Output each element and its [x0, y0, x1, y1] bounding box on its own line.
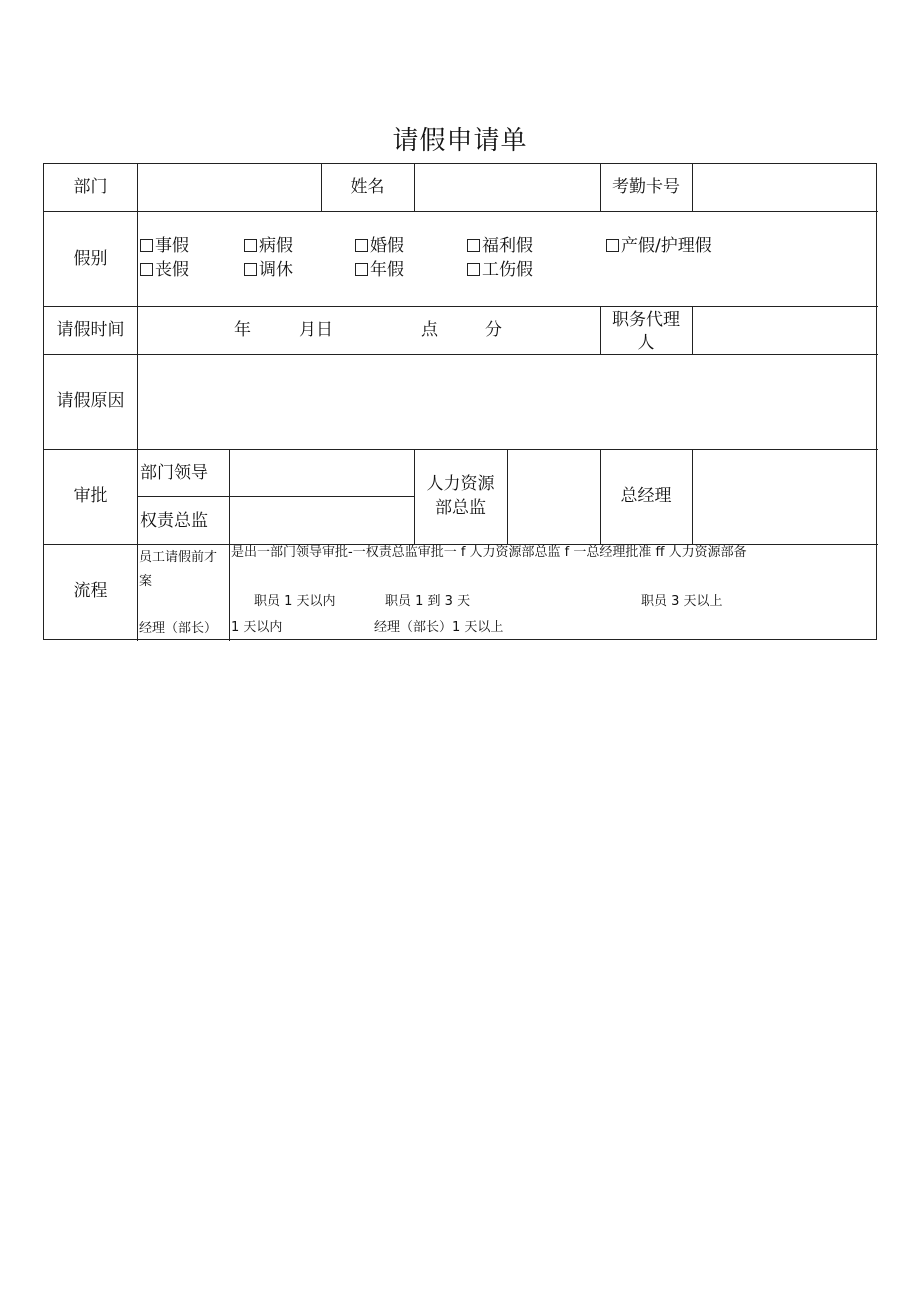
dept-leader-sign-field[interactable]: [230, 449, 414, 496]
checkbox-icon[interactable]: [140, 263, 153, 276]
leave-type-label-text: 调休: [259, 260, 293, 280]
checkbox-icon[interactable]: [244, 239, 257, 252]
checkbox-icon[interactable]: [467, 263, 480, 276]
department-label: 部门: [73, 177, 108, 197]
leave-type-option[interactable]: [244, 259, 293, 281]
process-rule-5: 经理（部长）1 天以上: [374, 620, 504, 635]
process-label: 流程: [73, 581, 108, 601]
process-rule-4: 1 天以内: [231, 620, 283, 635]
leave-type-label-text: 福利假: [482, 236, 533, 256]
row-divider-1: [44, 211, 878, 212]
general-manager-label: 总经理: [620, 486, 672, 506]
leave-type-label-text: 病假: [259, 236, 293, 256]
name-field[interactable]: [415, 164, 600, 211]
process-rule-2: 职员 1 到 3 天: [385, 594, 471, 609]
leave-type-option[interactable]: [467, 235, 533, 257]
hour-unit: 点: [421, 320, 438, 340]
year-unit: 年: [234, 320, 251, 340]
leave-type-label-text: 年假: [370, 260, 404, 280]
proxy-label-line2: 人: [637, 333, 655, 353]
leave-type-option[interactable]: [140, 235, 189, 257]
process-left-line2: 案: [139, 574, 153, 589]
leave-type-label-text: 工伤假: [482, 260, 533, 280]
process-divider: [229, 544, 230, 641]
minute-unit: 分: [485, 320, 502, 340]
leave-type-label-text: 婚假: [370, 236, 404, 256]
page-title: 请假申请单: [392, 126, 528, 156]
hr-director-sign-field[interactable]: [508, 449, 600, 544]
leave-reason-field[interactable]: [138, 354, 878, 449]
leave-type-label-text: 丧假: [155, 260, 189, 280]
leave-type-label: 假别: [73, 249, 108, 269]
process-left-line3: 经理（部长）: [139, 621, 218, 636]
leave-reason-label: 请假原因: [56, 391, 125, 411]
process-flow-text: 是出一部门领导审批-一权责总监审批一 f 人力资源部总监 f 一总经理批准 ff 人力资源部备: [231, 545, 747, 560]
leave-type-option[interactable]: [606, 235, 712, 257]
dept-leader-label: 部门领导: [140, 463, 208, 483]
checkbox-icon[interactable]: [355, 239, 368, 252]
month-day-unit: 月日: [299, 320, 333, 340]
leave-type-option[interactable]: [467, 259, 533, 281]
leave-type-option[interactable]: [355, 235, 404, 257]
leave-type-option[interactable]: [355, 259, 404, 281]
checkbox-icon[interactable]: [140, 239, 153, 252]
approval-label: 审批: [73, 486, 108, 506]
process-rule-3: 职员 3 天以上: [641, 594, 723, 609]
leave-type-option[interactable]: [244, 235, 293, 257]
leave-type-label-text: 产假/护理假: [621, 236, 712, 256]
leave-type-option[interactable]: [140, 259, 189, 281]
attendance-card-label: 考勤卡号: [612, 177, 680, 197]
hr-director-label-line1: 人力资源: [426, 474, 495, 494]
leave-type-label-text: 事假: [155, 236, 189, 256]
leave-time-label: 请假时间: [56, 320, 125, 340]
hr-director-label-line2: 部总监: [435, 498, 486, 518]
process-left-line1: 员工请假前才: [139, 550, 218, 565]
leave-application-form: [43, 163, 877, 640]
checkbox-icon[interactable]: [606, 239, 619, 252]
authority-director-sign-field[interactable]: [230, 497, 414, 544]
proxy-field[interactable]: [693, 306, 878, 354]
name-label: 姓名: [350, 177, 385, 197]
general-manager-sign-field[interactable]: [693, 449, 878, 544]
checkbox-icon[interactable]: [355, 263, 368, 276]
checkbox-icon[interactable]: [467, 239, 480, 252]
department-field[interactable]: [138, 164, 321, 211]
proxy-label-line1: 职务代理: [612, 310, 680, 330]
authority-director-label: 权责总监: [140, 511, 208, 531]
attendance-card-field[interactable]: [693, 164, 878, 211]
process-rule-1: 职员 1 天以内: [254, 594, 336, 609]
checkbox-icon[interactable]: [244, 263, 257, 276]
